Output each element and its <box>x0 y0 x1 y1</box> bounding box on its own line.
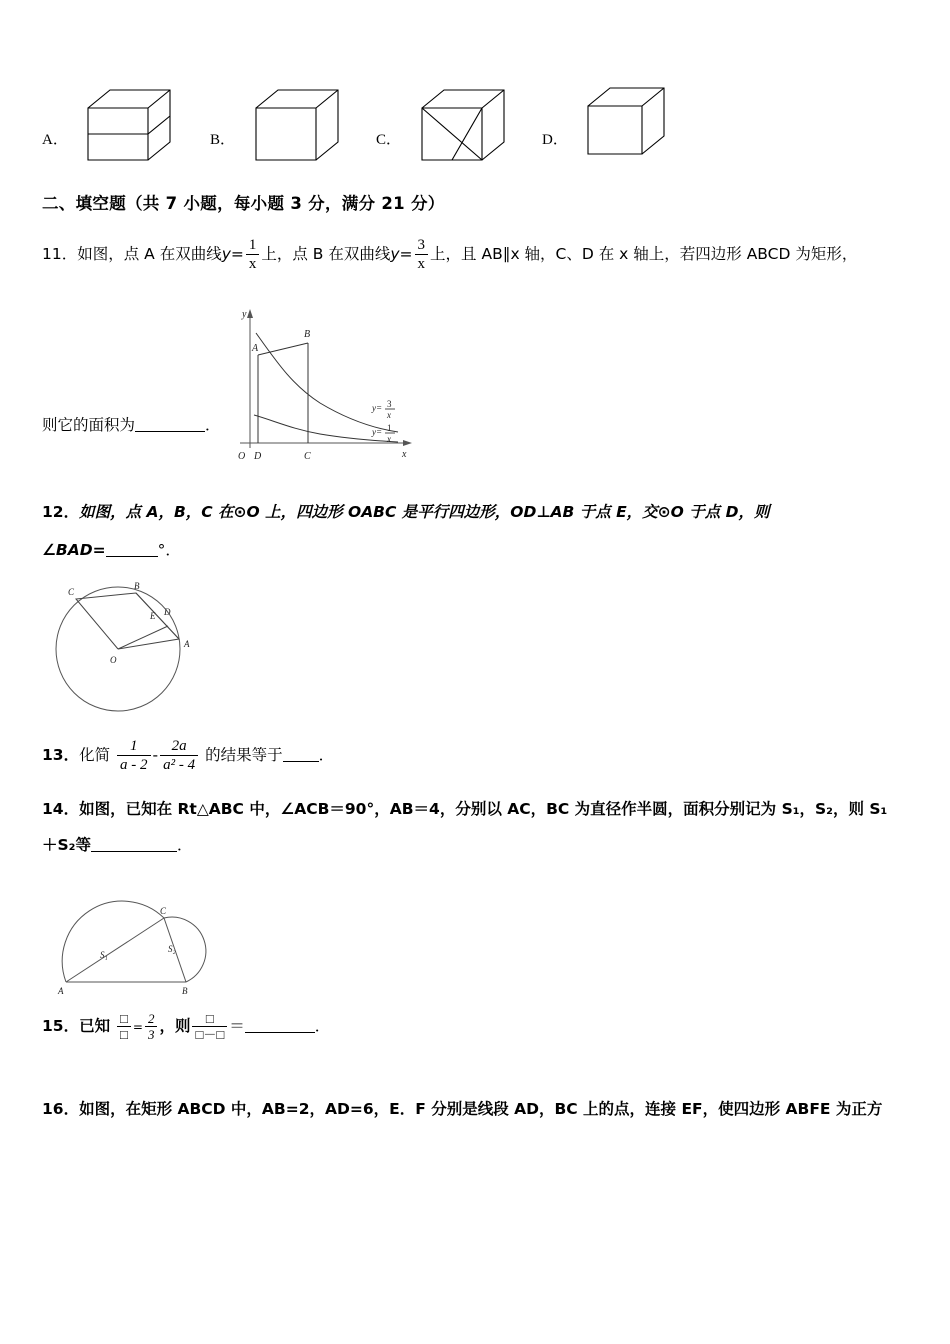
q15-equals: ＝ <box>229 1017 245 1035</box>
question-13 <box>42 737 910 774</box>
question-11 <box>42 236 910 273</box>
svg-text:C: C <box>68 587 75 597</box>
q11-text-c: 上，且 AB∥x 轴，C、D 在 x 轴上，若四边形 ABCD 为矩形， <box>430 245 858 263</box>
choice-b-label: B． <box>210 132 236 148</box>
two-semicircles-right-triangle-figure <box>52 870 242 1005</box>
svg-text:x: x <box>402 449 407 460</box>
svg-text:O: O <box>238 451 246 462</box>
q15-equals-mid: = <box>132 1020 143 1034</box>
svg-text:x: x <box>387 434 391 444</box>
q13-lead: 化简 <box>79 746 111 764</box>
hyperbola-rectangle-figure <box>220 303 440 478</box>
q11-eq1-fraction: $\frac{1}{x}$ <box>246 236 260 273</box>
svg-text:y: y <box>242 309 247 320</box>
q15-number: 15． <box>42 1017 80 1035</box>
svg-text:1: 1 <box>387 423 392 433</box>
q11-text-d: 则它的面积为 <box>42 416 136 434</box>
svg-text:S₂: S₂ <box>168 944 176 954</box>
svg-text:B: B <box>304 329 311 340</box>
question-14-line2 <box>42 830 910 860</box>
q11-number: 11． <box>42 245 78 263</box>
q12-angle-tail: °． <box>157 541 181 559</box>
q14-number: 14． <box>42 800 80 818</box>
q15-tail: ． <box>314 1017 331 1035</box>
svg-text:A: A <box>58 986 64 996</box>
q11-text-b: 上，点 B 在双曲线 <box>261 245 391 263</box>
q12-line1: 如图，点 A，B，C 在⊙O 上，四边形 OABC 是平行四边形，OD⊥AB 于点 E，交⊙O 于点 D，则 <box>79 503 770 521</box>
q12-figure-block <box>42 571 910 731</box>
svg-text:C: C <box>304 451 311 462</box>
q11-eq2-lead: y= <box>390 245 413 263</box>
q11-figure-block <box>42 283 910 493</box>
q11-text-e: ． <box>205 416 221 434</box>
q13-number: 13． <box>42 746 80 764</box>
question-15 <box>42 1011 910 1042</box>
q14-answer-blank[interactable] <box>91 836 177 852</box>
cube-with-horizontal-band-icon <box>70 80 190 171</box>
q13-fraction-2: $\frac{2a}{\text{a² - 4}}$ <box>160 737 198 774</box>
choice-d-label: D． <box>542 132 568 148</box>
choices-row <box>42 60 910 170</box>
plain-cube-shaded-icon <box>570 80 690 171</box>
q11-eq2-fraction: $\frac{3}{x}$ <box>415 236 429 273</box>
q15-answer-blank[interactable] <box>245 1017 315 1033</box>
q16-line1: 如图，在矩形 ABCD 中，AB=2，AD=6，E．F 分别是线段 AD，BC 上的点，连接 EF，使四边形 ABFE 为正方 <box>79 1100 883 1118</box>
svg-text:B: B <box>134 581 140 591</box>
q11-eq1-lead: y= <box>221 245 244 263</box>
q12-number: 12． <box>42 503 80 521</box>
q13-answer-blank[interactable] <box>283 746 319 762</box>
cube-with-diagonals-icon <box>404 80 524 171</box>
q13-tail-end: ． <box>318 746 335 764</box>
page-content <box>42 60 910 1124</box>
q13-tail: 的结果等于 <box>205 746 283 764</box>
question-16 <box>42 1094 910 1124</box>
q14-figure-block <box>42 870 910 1005</box>
svg-text:B: B <box>182 986 188 996</box>
q16-number: 16． <box>42 1100 80 1118</box>
svg-text:y=: y= <box>372 403 383 413</box>
q14-line2-tail: ． <box>176 836 193 854</box>
q15-left-fraction: $\frac{□}{□}$ <box>117 1011 131 1042</box>
q14-line1: 如图，已知在 Rt△ABC 中，∠ACB＝90°，AB＝4，分别以 AC，BC 为直径作半圆，面积分别记为 S₁，S₂，则 S₁ <box>79 800 888 818</box>
svg-text:D: D <box>254 451 262 462</box>
q12-answer-blank[interactable] <box>106 541 158 557</box>
q11-text-a: 如图，点 A 在双曲线 <box>77 245 222 263</box>
choice-c[interactable] <box>376 60 556 170</box>
svg-text:3: 3 <box>387 399 392 409</box>
choice-a-label: A． <box>42 132 68 148</box>
svg-text:O: O <box>110 655 117 665</box>
q13-minus: - <box>152 746 159 764</box>
choice-c-label: C． <box>376 132 402 148</box>
question-12-line2 <box>42 535 910 565</box>
q15-second-fraction: $\frac{□}{□-□}$ <box>192 1011 227 1042</box>
svg-text:E: E <box>150 611 156 621</box>
question-12 <box>42 497 910 527</box>
q11-area-line <box>42 413 221 435</box>
q12-angle-lead: ∠BAD= <box>42 541 106 559</box>
question-14 <box>42 794 910 824</box>
svg-text:C: C <box>160 906 167 916</box>
section-heading: 二、填空题（共 7 小题，每小题 3 分，满分 21 分） <box>42 194 445 213</box>
q14-line2-lead: ＋S₂等 <box>42 836 91 854</box>
q15-comma: ，则 <box>159 1017 191 1035</box>
choice-d[interactable] <box>542 60 722 170</box>
q15-lead: 已知 <box>79 1017 111 1035</box>
svg-text:x: x <box>387 410 391 420</box>
q11-answer-blank[interactable] <box>135 416 205 432</box>
svg-text:A: A <box>252 343 259 354</box>
choice-a[interactable] <box>42 60 222 170</box>
circle-parallelogram-figure <box>46 571 256 731</box>
plain-cube-icon <box>238 80 358 171</box>
q15-right-fraction: $\frac{2}{3}$ <box>145 1011 158 1042</box>
svg-text:S₁: S₁ <box>100 950 108 960</box>
svg-text:y=: y= <box>372 427 383 437</box>
choice-b[interactable] <box>210 60 390 170</box>
svg-text:D: D <box>164 607 171 617</box>
q13-fraction-1: $\frac{1}{a - 2}$ <box>117 737 151 774</box>
svg-text:A: A <box>184 639 190 649</box>
